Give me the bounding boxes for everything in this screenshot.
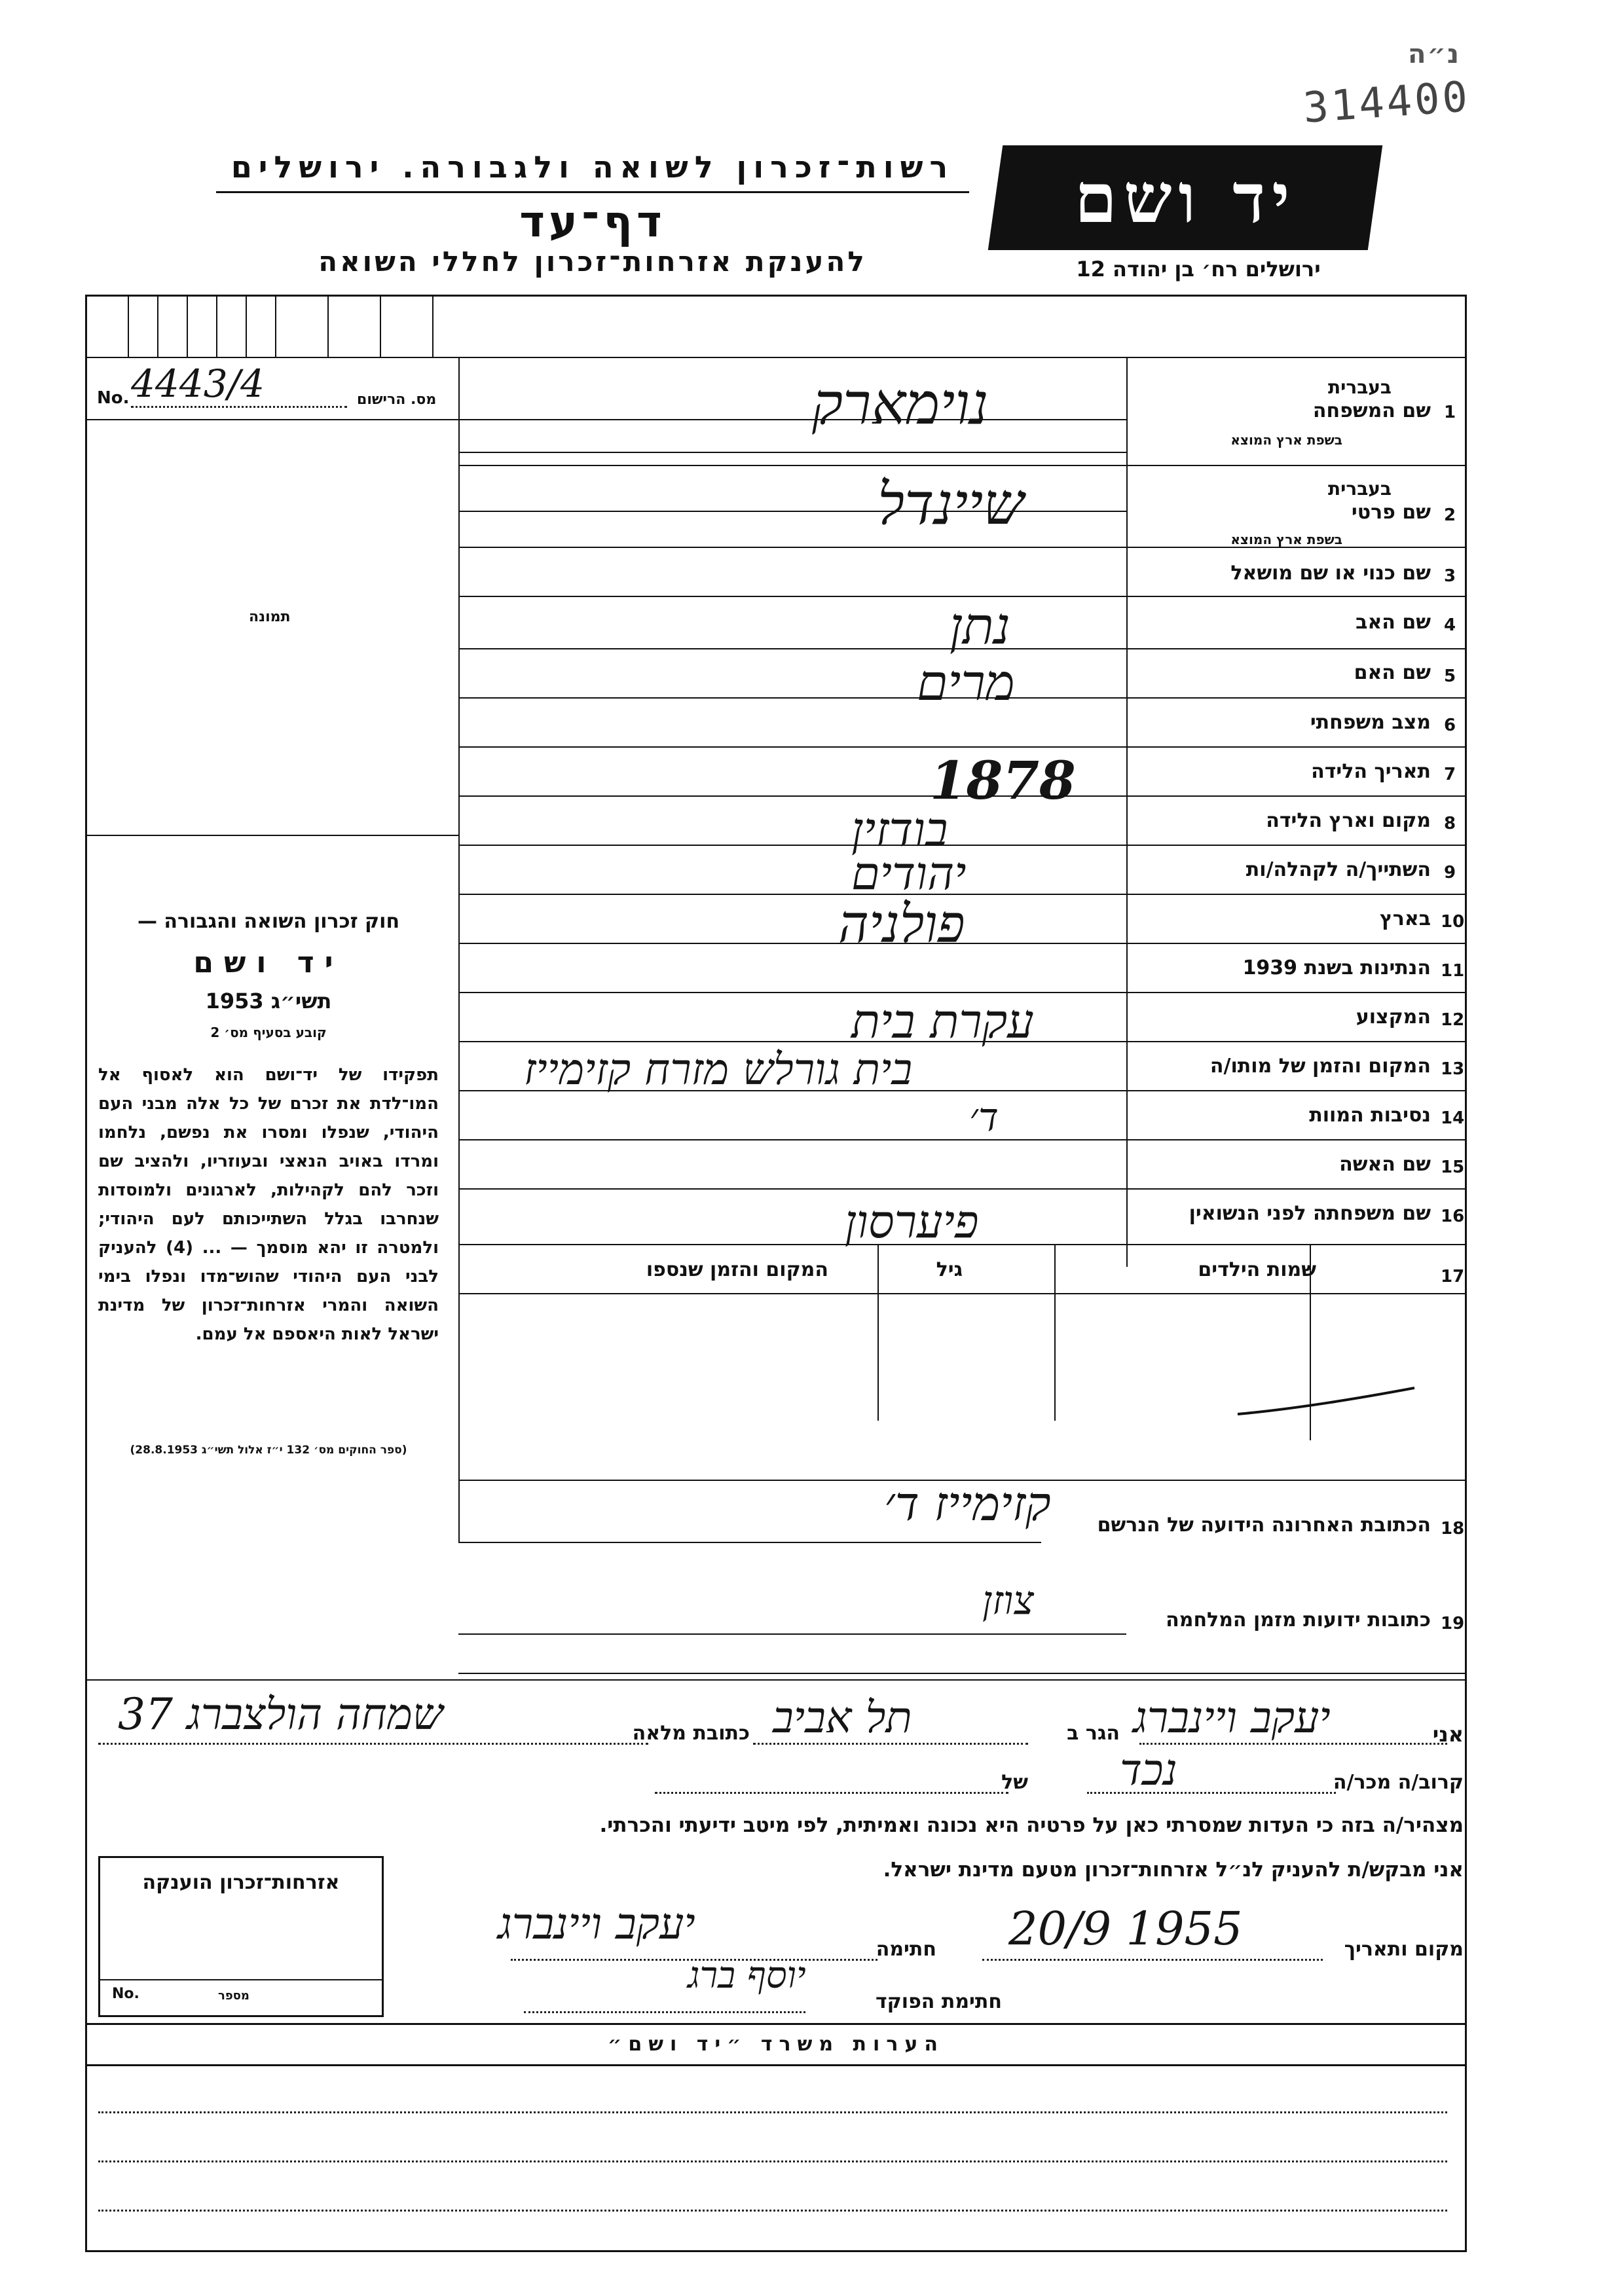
place-date-dots (982, 1959, 1323, 1961)
field-14-num: 14 (1441, 1108, 1465, 1128)
field-5-label: שם האם (1354, 661, 1431, 684)
notes-line[interactable] (98, 2160, 1447, 2162)
field-1-rule (458, 419, 1126, 420)
registration-dots (131, 406, 347, 408)
office-notes-bar: הערות משרד ״יד ושם״ (85, 2023, 1467, 2066)
field-12-bottom (458, 1041, 1467, 1042)
signature[interactable]: יעקב ויינברג (498, 1899, 695, 1949)
authority-underline (216, 191, 969, 193)
certificate-number-label: מספר (218, 1989, 249, 2003)
field-10-label: בארץ (1379, 907, 1431, 930)
top-row-divider (85, 357, 1467, 358)
field-4-value[interactable]: נתן (950, 597, 1010, 656)
children-col-divider (877, 1244, 879, 1421)
archive-mark: נ״ה (1408, 39, 1461, 69)
field-18-num: 18 (1441, 1519, 1465, 1539)
field-11-label: הנתינות בשנת 1939 (1242, 957, 1431, 979)
logo-text: יד ושם (1074, 157, 1297, 238)
cell-divider (216, 295, 217, 357)
notes-line[interactable] (98, 2111, 1447, 2113)
field-5-num: 5 (1444, 666, 1456, 686)
authority-name: רשות־זכרון לשואה ולגבורה. ירושלים (231, 149, 955, 185)
field-12-num: 12 (1441, 1010, 1465, 1030)
registration-divider (85, 419, 458, 420)
declaration-ani: אני (1432, 1722, 1464, 1747)
field-14-bottom (458, 1139, 1467, 1140)
of-dots (655, 1792, 1008, 1794)
full-address[interactable]: שמחה הולצברג 37 (118, 1689, 443, 1740)
yad-vashem-logo (988, 145, 1382, 250)
declaration-request: אני מבקש/ת להעניק לנ״ל אזרחות־זכרון מטעם מדינת ישראל. (883, 1858, 1464, 1882)
field-2-hebrew-label: בעברית (1327, 478, 1392, 500)
officer-signature[interactable]: יוסף ברג (688, 1954, 806, 1997)
field-18-rule (458, 1542, 1041, 1543)
officer-dots (524, 2011, 805, 2013)
signature-label: חתימה (876, 1938, 936, 1961)
field-10-value[interactable]: פולניה (838, 894, 965, 955)
field-2-num: 2 (1444, 505, 1456, 525)
children-header-age: גיל (936, 1258, 963, 1281)
field-8-label: מקום וארץ הלידה (1266, 809, 1431, 832)
field-16-num: 16 (1441, 1207, 1465, 1226)
field-6-num: 6 (1444, 716, 1456, 735)
logo-address: ירושלים רח׳ בן יהודה 12 (1076, 257, 1321, 282)
field-15-num: 15 (1441, 1157, 1465, 1177)
field-6-label: מצב משפחתי (1310, 711, 1431, 734)
field-11-bottom (458, 992, 1467, 993)
cell-divider (275, 295, 276, 357)
certificate-title: אזרחות־זכרון הוענקה (142, 1871, 340, 1894)
field-4-num: 4 (1444, 615, 1456, 635)
of-label: של (1001, 1771, 1028, 1794)
field-1-hebrew-label: בעברית (1327, 376, 1392, 398)
cell-divider (157, 295, 158, 357)
certificate-no-label: No. (112, 1986, 139, 2002)
resides-city[interactable]: תל אביב (773, 1692, 912, 1743)
field-2-label: שם פרטי (1351, 501, 1431, 524)
children-col-divider (1054, 1244, 1056, 1421)
children-header-place: המקום והזמן שנספו (646, 1258, 828, 1281)
field-10-bottom (458, 943, 1467, 944)
law-title: חוק זכרון השואה והגבורה — (137, 910, 400, 933)
certificate-rule (100, 1979, 382, 1980)
relation-value[interactable]: נכד (1120, 1745, 1177, 1795)
cell-divider (327, 295, 329, 357)
field-19-value[interactable]: צוזן (982, 1578, 1034, 1624)
left-column-divider (458, 357, 460, 1267)
declaration-statement: מצהיר/ה בזה כי העדות שמסרתי כאן על פרטיה היא נכונה ואמיתית, לפי מיטב ידיעתי והכרתי. (599, 1813, 1464, 1837)
field-14-label: נסיבות המוות (1309, 1104, 1431, 1127)
children-dash-mark (1231, 1381, 1428, 1434)
field-1-local-label: בשפת ארץ המוצא (1230, 432, 1342, 448)
field-16-label: שם משפחתה לפני הנשואין (1189, 1202, 1431, 1225)
registration-number: 4443/4 (131, 361, 265, 406)
field-13-value[interactable]: בית גורלש מזרח קזימייז (524, 1044, 913, 1095)
cell-divider (187, 295, 188, 357)
field-15-label: שם האשה (1339, 1153, 1431, 1176)
relative-label: קרוב/ה מכר/ה (1333, 1771, 1464, 1794)
place-date[interactable]: 20/9 1955 (1008, 1902, 1243, 1956)
label-column-divider (1126, 357, 1128, 1267)
law-text: תפקידו של יד־ושם הוא לאסוף אל המו־לדת את זכרם של כל אלה מבני העם היהודי, שנפלו ומסרו את נפשם, נלחמו ומרדו באויב הנאצי ובעוזריו, ולהציב שם וזכר להם לקהילות, לארגונים ולמוסדות שנחרבו בגלל השתייכותם לעם היהודי; ולמטרה זו יהא מוסמך — ... (4) להעניק לבני העם היהודי שהוש־מדו ונפלו בימי השואה והמרי אזרחות־זכרון של מדינת ישראל לאות היאספם אל עמם. (98, 1065, 439, 1344)
photo-label: תמונה (249, 609, 291, 625)
field-13-label: המקום והזמן של מותו/ה (1209, 1055, 1431, 1078)
law-source: (ספר החוקים מס׳ 132 י״ז אלול תשי״ג 28.8.1953) (130, 1444, 407, 1457)
field-7-num: 7 (1444, 765, 1456, 784)
field-3-num: 3 (1444, 566, 1456, 586)
field-9-label: השתייך/ה לקהלה/ות (1246, 858, 1431, 881)
field-19-num: 19 (1441, 1614, 1465, 1633)
field-19-label: כתובות ידועות מזמן המלחמה (1166, 1609, 1431, 1631)
cell-divider (128, 295, 129, 357)
field-5-value[interactable]: מרים (917, 653, 1015, 712)
children-header-names: שמות הילדים (1198, 1258, 1316, 1281)
field-15-bottom (458, 1188, 1467, 1190)
registration-no-label: No. (97, 388, 130, 408)
field-2-value[interactable]: שיינדל (877, 470, 1024, 538)
page-subtitle: להענקת אזרחות־זכרון לחללי השואה (318, 246, 867, 278)
field-6-bottom (458, 746, 1467, 748)
field-1-num: 1 (1444, 403, 1456, 422)
resides-label: הגר ב (1067, 1722, 1120, 1745)
registration-label: מס. הרישום (357, 392, 437, 408)
field-7-value[interactable]: 1878 (930, 750, 1076, 811)
declaration-top-rule (85, 1679, 1467, 1681)
declarant-name[interactable]: יעקב ויינברג (1133, 1692, 1331, 1743)
field-12-label: המקצוע (1356, 1006, 1431, 1029)
children-header-rule (458, 1293, 1467, 1294)
law-ref: קובע בסעיף מס׳ 2 (210, 1025, 327, 1040)
field-9-value[interactable]: יהודים (851, 847, 967, 900)
field-8-value[interactable]: בודזין (851, 802, 948, 857)
field-1-bottom (458, 465, 1467, 466)
page-title: דף־עד (519, 196, 666, 247)
field-3-label: שם כנוי או שם מושאל (1230, 562, 1431, 585)
archive-number: 314400 (1301, 73, 1472, 133)
field-8-num: 8 (1444, 814, 1456, 833)
cell-divider (380, 295, 381, 357)
field-2-bottom (458, 547, 1467, 548)
children-num: 17 (1441, 1267, 1465, 1286)
field-14-value[interactable]: ד׳ (969, 1095, 999, 1140)
field-19-rule (458, 1633, 1126, 1635)
field-2-local-label: בשפת ארץ המוצא (1230, 532, 1342, 547)
field-4-bottom (458, 648, 1467, 649)
certificate-box (98, 1856, 384, 2017)
left-column-divider-lower (458, 1267, 460, 1542)
photo-bottom-divider (85, 835, 458, 836)
field-2-rule (458, 511, 1126, 512)
field-16-value[interactable]: פיערסון (845, 1195, 979, 1248)
officer-label: חתימת הפוקד (876, 1990, 1002, 2013)
place-date-label: מקום ותאריך (1344, 1938, 1464, 1961)
field-12-value[interactable]: עקרת בית (851, 994, 1034, 1049)
law-year: תשי״ג 1953 (205, 989, 332, 1013)
field-1-rule-b (458, 452, 1126, 453)
field-11-num: 11 (1441, 961, 1465, 981)
notes-line[interactable] (98, 2210, 1447, 2212)
city-dots (753, 1743, 1028, 1745)
field-5-bottom (458, 697, 1467, 699)
field-13-num: 13 (1441, 1059, 1465, 1079)
field-4-label: שם האב (1356, 611, 1431, 634)
field-9-num: 9 (1444, 863, 1456, 883)
law-name: יד ושם (193, 946, 344, 979)
cell-divider (432, 295, 434, 357)
field-8-bottom (458, 845, 1467, 846)
field-19-bottom (458, 1673, 1467, 1674)
field-10-num: 10 (1441, 912, 1465, 932)
address-dots (98, 1743, 648, 1745)
declarant-dots (1139, 1743, 1447, 1745)
full-address-label: כתובת מלאה (632, 1722, 750, 1745)
relation-dots (1087, 1792, 1336, 1794)
field-18-label: הכתובת האחרונה הידועה של הנרשם (1097, 1514, 1431, 1537)
field-7-bottom (458, 795, 1467, 797)
field-1-label: שם המשפחה (1312, 399, 1431, 422)
field-18-value[interactable]: קזימייז ד׳ (884, 1476, 1051, 1531)
field-1-value[interactable]: נוימארק (812, 370, 989, 437)
field-7-label: תאריך הלידה (1311, 760, 1431, 783)
cell-divider (246, 295, 247, 357)
children-top-rule (458, 1244, 1467, 1245)
field-13-bottom (458, 1090, 1467, 1091)
